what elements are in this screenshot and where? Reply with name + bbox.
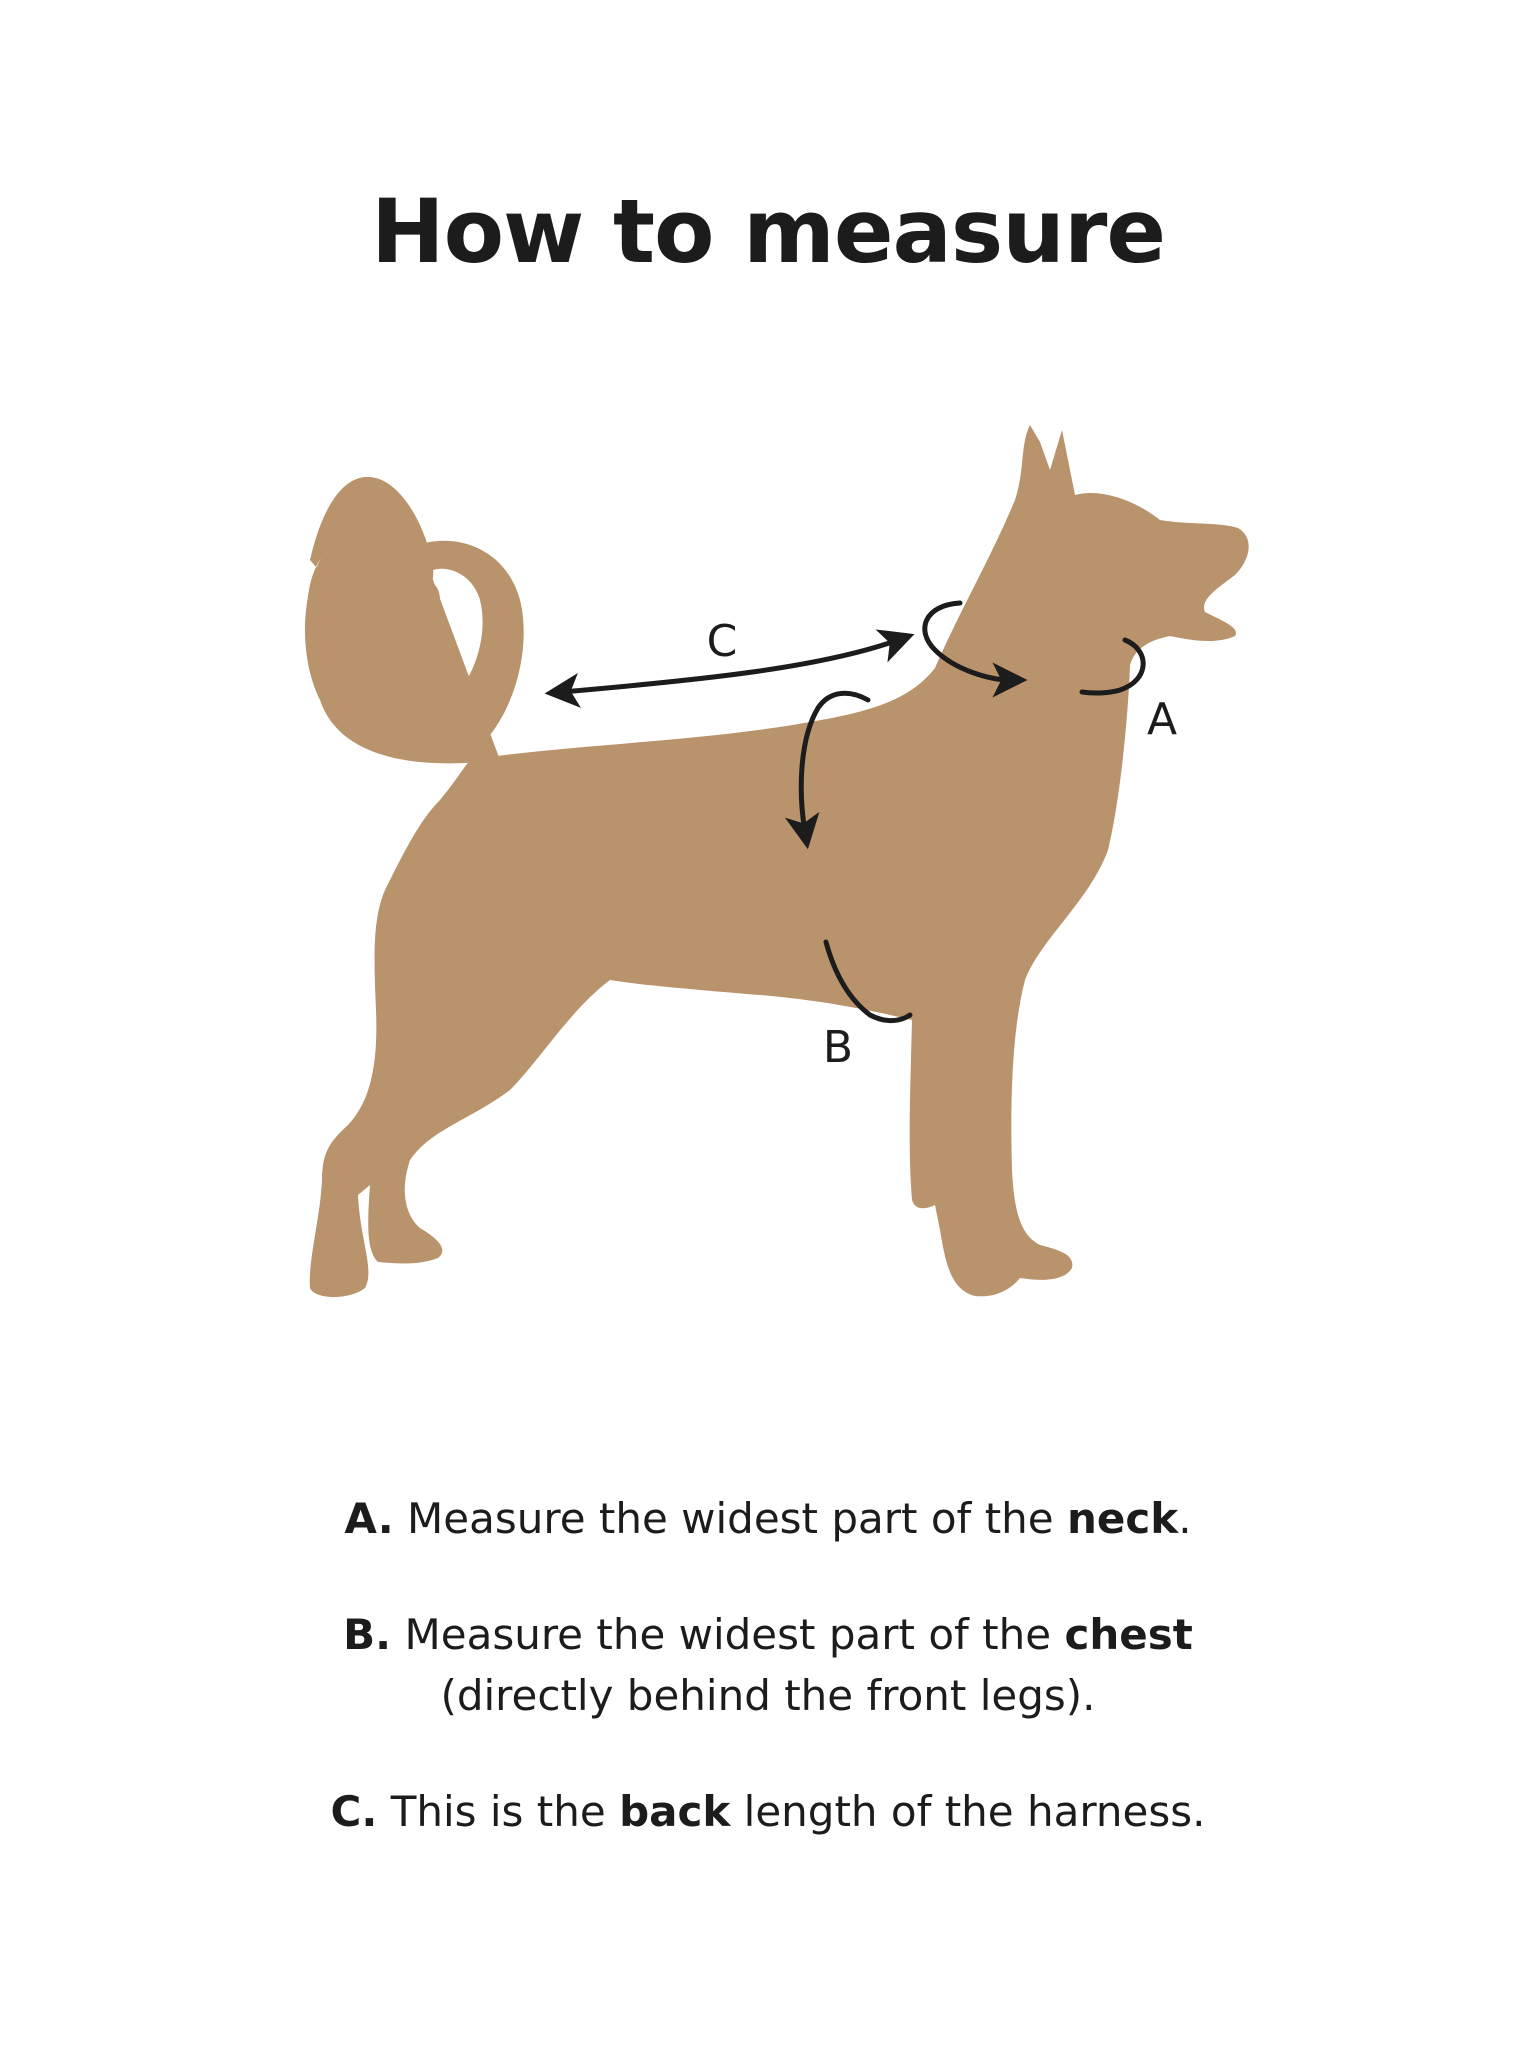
instruction-text-line2: (directly behind the front legs). [440,1671,1096,1720]
instruction-c [0,1781,1536,1842]
instruction-letter: A. [344,1494,394,1543]
instruction-emphasis: neck [1066,1494,1179,1543]
instructions [0,1488,1536,1897]
instruction-text: . [1178,1494,1192,1543]
instruction-letter: C. [330,1787,378,1836]
instruction-b [0,1604,1536,1726]
instruction-emphasis: back [619,1787,731,1836]
instruction-text: This is the [390,1787,606,1836]
instruction-emphasis: chest [1064,1610,1193,1659]
label-a: A [1146,694,1178,745]
instruction-text: Measure the widest part of the [404,1610,1052,1659]
instruction-a [0,1488,1536,1549]
label-b: B [822,1022,854,1073]
page-title: How to measure [370,180,1166,283]
dog-silhouette [305,425,1249,1297]
label-c: C [706,616,738,667]
measurement-c [562,616,898,692]
instruction-letter: B. [343,1610,392,1659]
instruction-text: Measure the widest part of the [407,1494,1054,1543]
instruction-text: length of the harness. [743,1787,1206,1836]
